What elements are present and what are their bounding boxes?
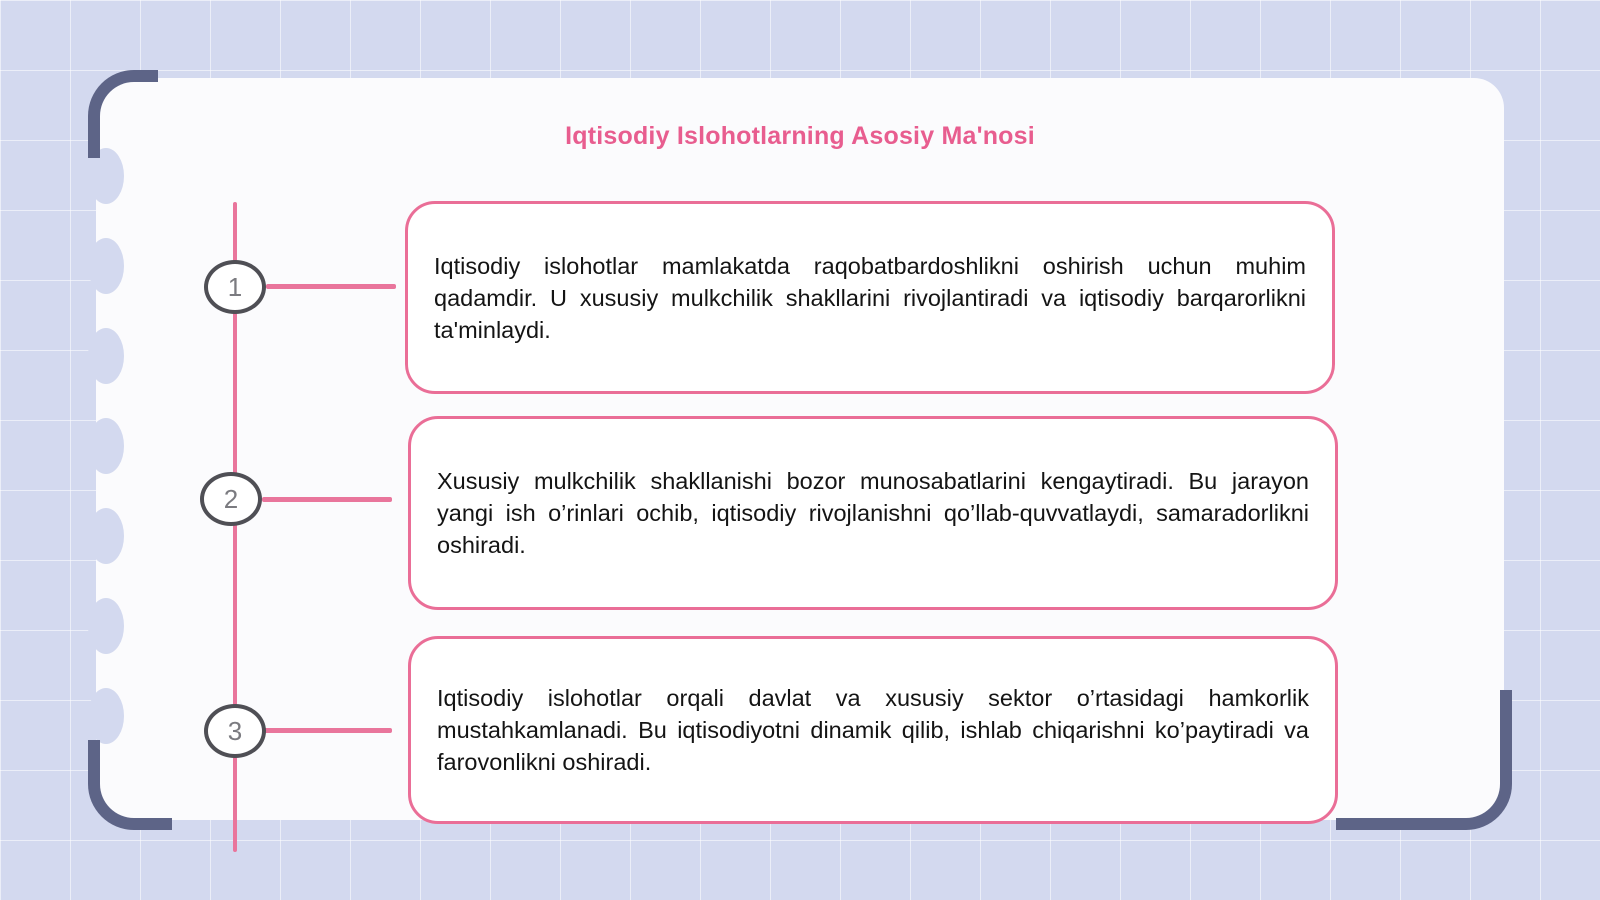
step-text-box-3: [408, 636, 1338, 824]
step-text: Iqtisodiy islohotlar orqali davlat va xususiy sektor o’rtasidagi hamkorlik mustahkamlanadi. Bu iqtisodiyotni dinamik qilib, ishlab chiqarishni ko’paytiradi va farovonlikni oshiradi.: [437, 685, 1309, 775]
slide-title: Iqtisodiy Islohotlarning Asosiy Ma'nosi: [565, 122, 1035, 150]
notebook-scallop: [88, 598, 124, 654]
frame-corner-bottom-left: [88, 740, 172, 830]
step-text-box-1: [405, 201, 1335, 394]
step-text-box-2: [408, 416, 1338, 610]
notebook-scallop: [88, 508, 124, 564]
notebook-scallop: [88, 328, 124, 384]
step-number-badge: 2: [200, 472, 262, 526]
step-text: Xususiy mulkchilik shakllanishi bozor munosabatlarini kengaytiradi. Bu jarayon yangi ish o’rinlari ochib, iqtisodiy rivojlanishni qo’llab-quvvatlaydi, samaradorlikni oshiradi.: [437, 468, 1309, 558]
notebook-scallop: [88, 238, 124, 294]
step-number-badge: 3: [204, 704, 266, 758]
frame-corner-bottom-right: [1336, 690, 1512, 830]
step-text: Iqtisodiy islohotlar mamlakatda raqobatbardoshlikni oshirish uchun muhim qadamdir. U xususiy mulkchilik shakllarini rivojlantiradi va iqtisodiy barqarorlikni ta'minlaydi.: [434, 252, 1306, 343]
notebook-scallop: [88, 688, 124, 744]
step-number-badge: 1: [204, 260, 266, 314]
step-connector: [262, 497, 392, 502]
step-connector: [262, 728, 392, 733]
step-connector: [266, 284, 396, 289]
notebook-scallop: [88, 418, 124, 474]
